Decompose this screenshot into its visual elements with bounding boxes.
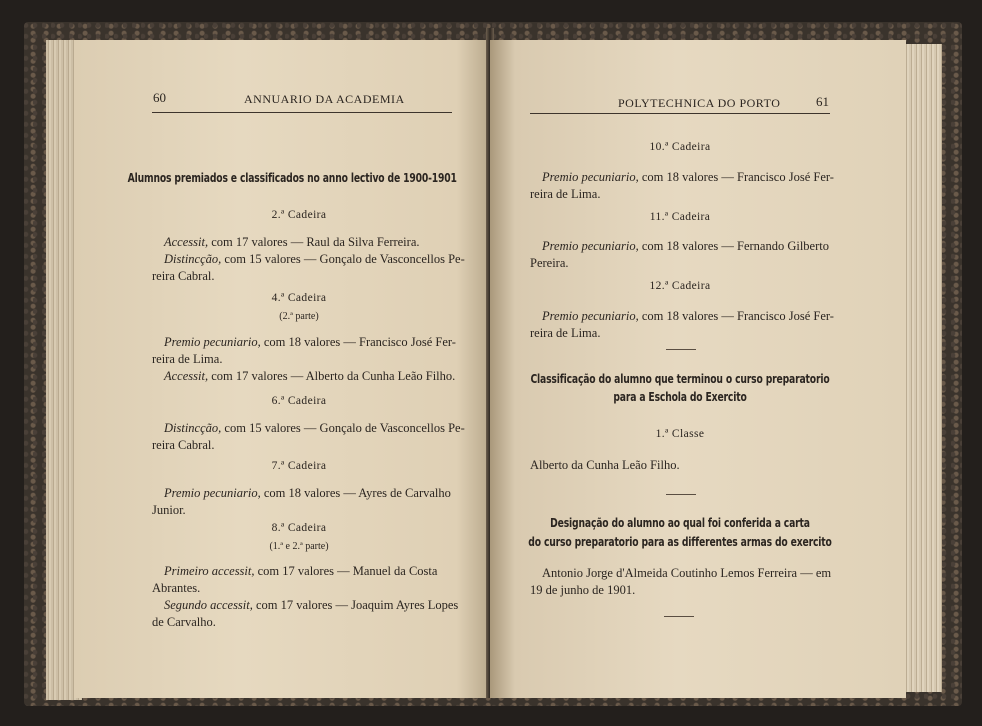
text-line: reira de Lima. xyxy=(530,187,601,201)
page-edges-right xyxy=(904,44,942,692)
left-page xyxy=(74,40,490,698)
text-line: reira de Lima. xyxy=(530,326,601,340)
text-line: Premio pecuniario, com 18 valores — Francisco José Fer- xyxy=(164,335,456,349)
section-title: 8.ª Cadeira xyxy=(271,522,327,534)
text-line: reira Cabral. xyxy=(152,438,215,452)
section-note: (1.ª e 2.ª parte) xyxy=(269,541,329,552)
section-title: 2.ª Cadeira xyxy=(271,209,327,221)
text-line: Premio pecuniario, com 18 valores — Francisco José Fer- xyxy=(542,309,834,323)
separator xyxy=(666,494,696,495)
text-line: Accessit, com 17 valores — Alberto da Cunha Leão Filho. xyxy=(164,369,456,383)
text-line: Distincção, com 15 valores — Gonçalo de Vasconcellos Pe- xyxy=(164,421,465,435)
section-title: 12.ª Cadeira xyxy=(649,280,711,292)
text-line: Junior. xyxy=(152,503,186,517)
section-heading: Classificação do alumno que terminou o curso preparatorio xyxy=(530,371,830,386)
text-line: reira de Lima. xyxy=(152,352,223,366)
text-line: Premio pecuniario, com 18 valores — Francisco José Fer- xyxy=(542,170,834,184)
section-heading: do curso preparatorio para as differentes armas do exercito xyxy=(528,534,832,549)
separator xyxy=(666,349,696,350)
text-line: Antonio Jorge d'Almeida Coutinho Lemos Ferreira — em xyxy=(542,566,832,580)
section-heading: Alumnos premiados e classificados no anno lectivo de 1900-1901 xyxy=(127,170,457,185)
section-title: 1.ª Classe xyxy=(655,428,705,440)
text-line: Distincção, com 15 valores — Gonçalo de Vasconcellos Pe- xyxy=(164,252,465,266)
right-page xyxy=(490,40,906,698)
text-line: reira Cabral. xyxy=(152,269,215,283)
section-heading: para a Eschola do Exercito xyxy=(613,389,747,404)
text-line: Abrantes. xyxy=(152,581,201,595)
section-note: (2.ª parte) xyxy=(279,311,319,322)
text-line: Alberto da Cunha Leão Filho. xyxy=(530,458,680,472)
text-line: Segundo accessit, com 17 valores — Joaquim Ayres Lopes xyxy=(164,598,459,612)
section-title: 7.ª Cadeira xyxy=(271,460,327,472)
section-title: 6.ª Cadeira xyxy=(271,395,327,407)
header-rule xyxy=(530,113,830,114)
section-title: 10.ª Cadeira xyxy=(649,141,711,153)
header-rule xyxy=(152,112,452,113)
running-head: ANNUARIO DA ACADEMIA xyxy=(244,92,405,106)
section-heading: Designação do alumno ao qual foi conferida a carta xyxy=(550,515,810,530)
text-line: Primeiro accessit, com 17 valores — Manuel da Costa xyxy=(164,564,438,578)
text-line: Pereira. xyxy=(530,256,569,270)
text-line: Premio pecuniario, com 18 valores — Ayres de Carvalho xyxy=(164,486,451,500)
section-title: 4.ª Cadeira xyxy=(271,292,327,304)
page-number: 61 xyxy=(816,94,829,109)
text-line: de Carvalho. xyxy=(152,615,216,629)
text-line: Premio pecuniario, com 18 valores — Fernando Gilberto xyxy=(542,239,829,253)
running-head: POLYTECHNICA DO PORTO xyxy=(618,96,781,110)
text-line: Accessit, com 17 valores — Raul da Silva Ferreira. xyxy=(164,235,420,249)
page-number: 60 xyxy=(153,90,166,105)
text-line: 19 de junho de 1901. xyxy=(530,583,636,597)
separator xyxy=(664,616,694,617)
section-title: 11.ª Cadeira xyxy=(649,211,711,223)
